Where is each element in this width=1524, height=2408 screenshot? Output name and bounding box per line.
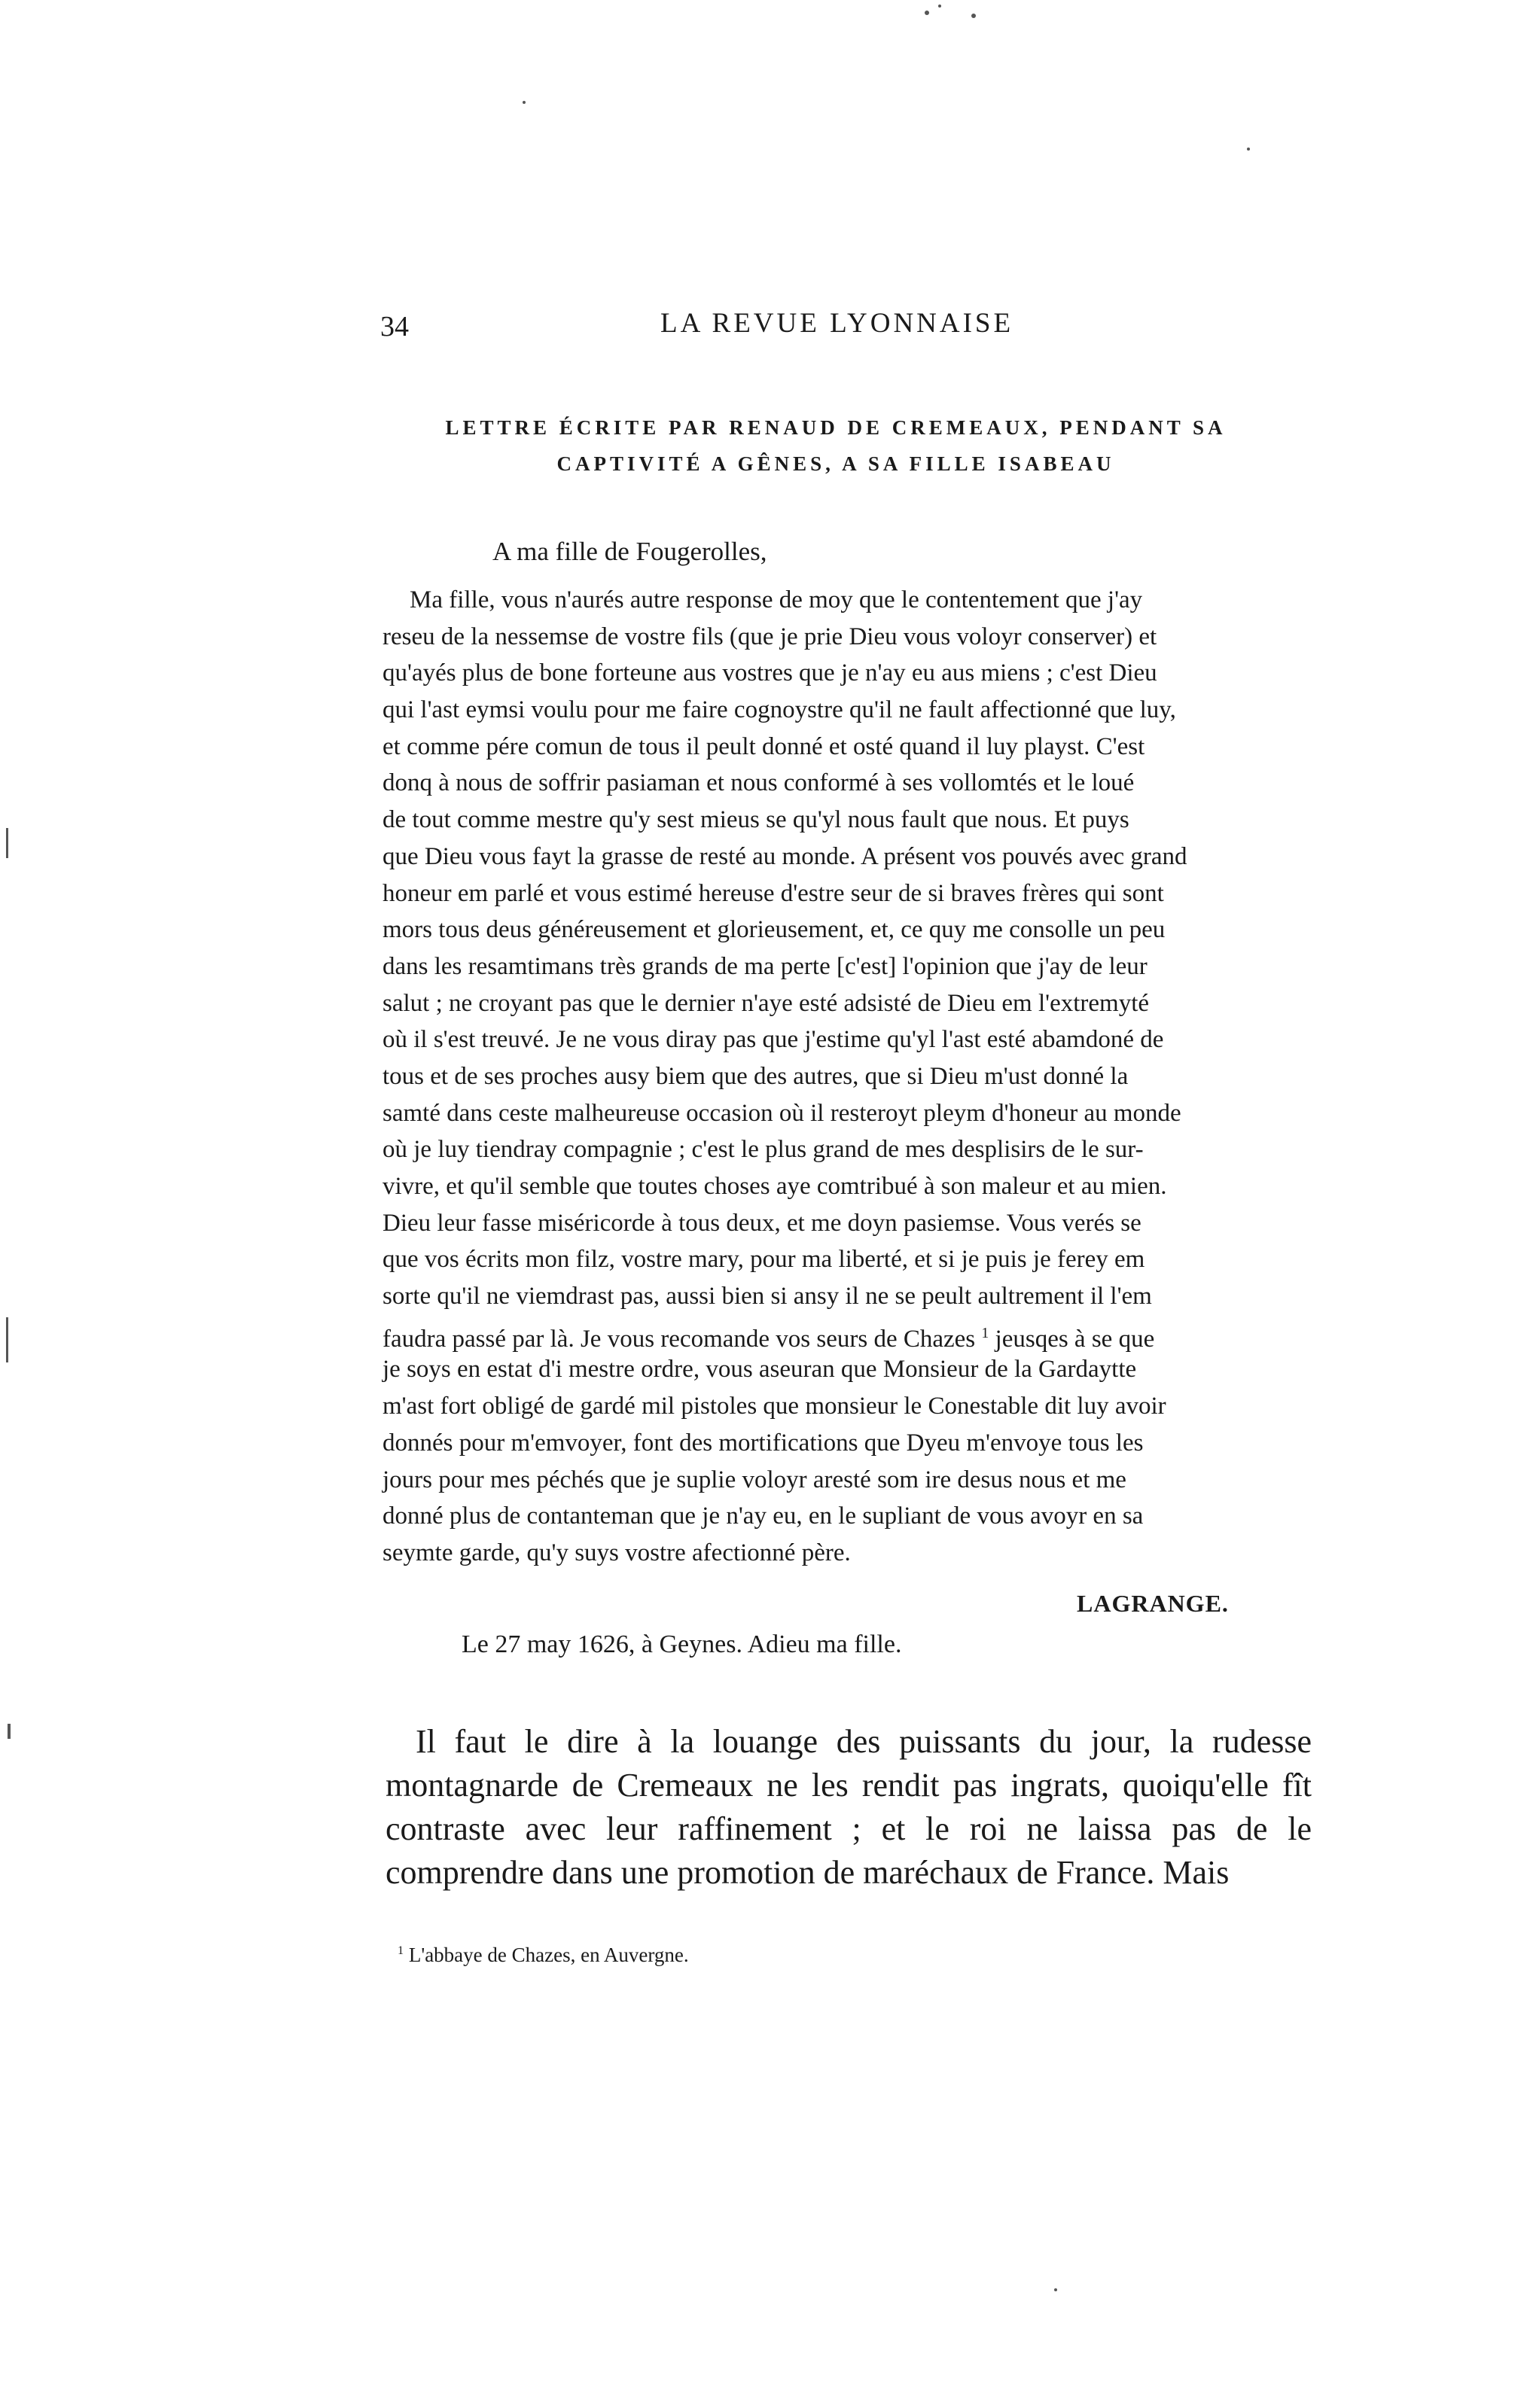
letter-dateline: Le 27 may 1626, à Geynes. Adieu ma fille. bbox=[462, 1630, 902, 1658]
scan-speck bbox=[8, 1724, 11, 1739]
letter-line: je soys en estat d'i mestre ordre, vous aseuran que Monsieur de la Gardaytte bbox=[383, 1356, 1137, 1384]
letter-line: qui l'ast eymsi voulu pour me faire cognoystre qu'il ne fault affectionné que luy, bbox=[383, 696, 1176, 724]
letter-line: vivre, et qu'il semble que toutes choses aye comtribué à son maleur et au mien. bbox=[383, 1173, 1167, 1200]
letter-line: Ma fille, vous n'aurés autre response de moy que le contentement que j'ay bbox=[410, 586, 1143, 613]
scan-speck bbox=[6, 828, 8, 858]
letter-line: que Dieu vous fayt la grasse de resté au monde. A présent vos pouvés avec grand bbox=[383, 842, 1187, 870]
letter-line: de tout comme mestre qu'y sest mieus se qu'yl nous fault que nous. Et puys bbox=[383, 806, 1129, 834]
letter-line: donnés pour m'emvoyer, font des mortifications que Dyeu m'envoye tous les bbox=[383, 1429, 1144, 1457]
letter-heading-line-2: CAPTIVITÉ A GÊNES, A SA FILLE ISABEAU bbox=[556, 452, 1115, 475]
letter-line: où il s'est treuvé. Je ne vous diray pas que j'estime qu'yl l'ast esté abamdoné de bbox=[383, 1026, 1164, 1054]
footnote-marker: 1 bbox=[398, 1944, 404, 1957]
letter-line: jours pour mes péchés que je suplie voloyr aresté som ire desus nous et me bbox=[383, 1466, 1126, 1493]
scan-speck bbox=[1054, 2288, 1057, 2291]
letter-line: samté dans ceste malheureuse occasion où il resteroyt pleym d'honeur au monde bbox=[383, 1099, 1181, 1127]
scan-speck bbox=[1247, 148, 1250, 151]
letter-line: Dieu leur fasse miséricorde à tous deux, et me doyn pasiemse. Vous verés se bbox=[383, 1209, 1141, 1237]
letter-body bbox=[383, 582, 1309, 1572]
page-number: 34 bbox=[380, 311, 409, 342]
letter-line: reseu de la nessemse de vostre fils (que je prie Dieu vous voloyr conserver) et bbox=[383, 623, 1157, 650]
scan-speck bbox=[971, 14, 976, 18]
letter-line-text: jeusqes à se que bbox=[995, 1325, 1155, 1353]
letter-line: mors tous deus généreusement et glorieusement, et, ce quy me consolle un peu bbox=[383, 916, 1166, 944]
scan-speck bbox=[925, 11, 929, 15]
letter-salutation: A ma fille de Fougerolles, bbox=[492, 537, 767, 566]
body-paragraph: Il faut le dire à la louange des puissants du jour, la rudesse montagnarde de Cremeaux ne les rendit pas ingrats, quoiqu'elle fît contraste avec leur raffinement ; et le roi ne laissa pas de le comprendre dans une promotion de maréchaux de France. Mais bbox=[386, 1723, 1312, 1891]
running-title: LA REVUE LYONNAISE bbox=[660, 308, 1014, 339]
letter-line: tous et de ses proches ausy biem que des autres, que si Dieu m'ust donné la bbox=[383, 1062, 1129, 1090]
letter-line: honeur em parlé et vous estimé hereuse d'estre seur de si braves frères qui sont bbox=[383, 879, 1164, 907]
letter-signature: LAGRANGE. bbox=[1077, 1590, 1229, 1617]
letter-line: et comme pére comun de tous il peult donné et osté quand il luy playst. C'est bbox=[383, 732, 1145, 760]
footnote-text: L'abbaye de Chazes, en Auvergne. bbox=[408, 1944, 689, 1966]
letter-heading-line-1: LETTRE ÉCRITE PAR RENAUD DE CREMEAUX, PENDANT SA bbox=[445, 416, 1227, 439]
letter-line: donné plus de contanteman que je n'ay eu, en le supliant de vous avoyr en sa bbox=[383, 1502, 1144, 1530]
letter-line: salut ; ne croyant pas que le dernier n'aye esté adsisté de Dieu em l'extremyté bbox=[383, 989, 1150, 1017]
footnote bbox=[398, 1944, 689, 1967]
letter-line: où je luy tiendray compagnie ; c'est le plus grand de mes desplisirs de le sur- bbox=[383, 1136, 1144, 1164]
letter-line: m'ast fort obligé de gardé mil pistoles que monsieur le Conestable dit luy avoir bbox=[383, 1393, 1166, 1420]
letter-line: que vos écrits mon filz, vostre mary, pour ma liberté, et si je puis je ferey em bbox=[383, 1246, 1145, 1274]
scan-speck bbox=[938, 5, 941, 8]
letter-line-text: faudra passé par là. Je vous recomande vos seurs de Chazes bbox=[383, 1325, 976, 1353]
letter-line: qu'ayés plus de bone forteune aus vostres que je n'ay eu aus miens ; c'est Dieu bbox=[383, 659, 1157, 687]
scan-speck bbox=[523, 101, 526, 104]
footnote-marker: 1 bbox=[981, 1324, 989, 1341]
letter-line: donq à nous de soffrir pasiaman et nous conformé à ses vollomtés et le loué bbox=[383, 769, 1135, 797]
letter-line: dans les resamtimans très grands de ma perte [c'est] l'opinion que j'ay de leur bbox=[383, 952, 1148, 980]
letter-line: sorte qu'il ne viemdrast pas, aussi bien si ansy il ne se peult aultrement il l'em bbox=[383, 1283, 1152, 1311]
letter-line: seymte garde, qu'y suys vostre afectionné père. bbox=[383, 1539, 851, 1566]
letter-line-with-note bbox=[383, 1315, 1309, 1352]
scan-speck bbox=[6, 1317, 8, 1362]
